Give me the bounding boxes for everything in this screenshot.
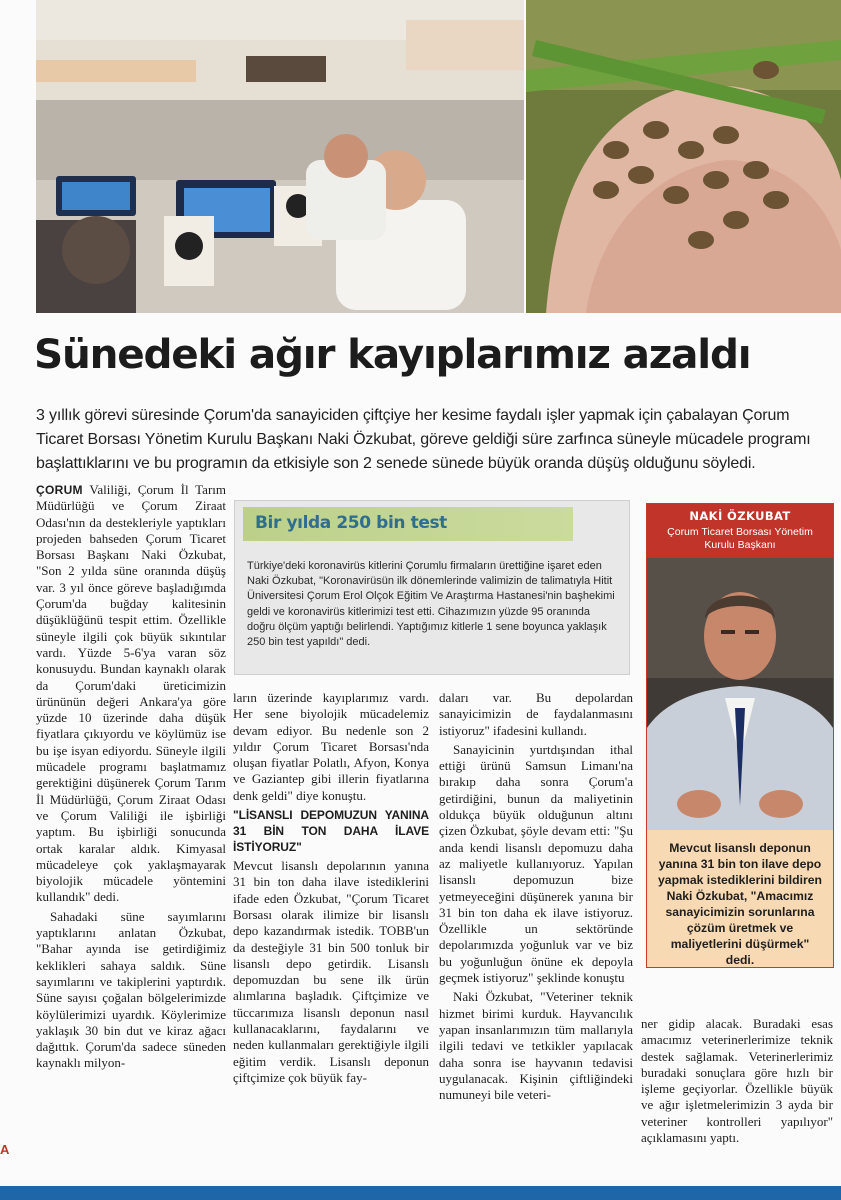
dateline-city: ÇORUM	[36, 483, 83, 497]
footer-bar	[0, 1186, 841, 1200]
article-column-2	[233, 690, 429, 1089]
article-column-4	[641, 1016, 833, 1149]
profile-header	[647, 504, 833, 558]
profile-title: Çorum Ticaret Borsası Yönetim Kurulu Başkanı	[667, 526, 813, 551]
article-paragraph: ÇORUM Valiliği, Çorum İl Tarım Müdürlüğü ve Çorum Ziraat Odası'nın da destekleriyle yaptıkları projeden bahseden Çorum Ticaret Borsası Başkanı Naki Özkubat, "Son 2 yılda süne oranında düşüş var. 3 yıl önce göreve başladığımda Çorum'da buğday kalitesinin düşüklüğünü tespit ettim. Özellikle süneyle ilgili çok büyük sıkıntılar vardı. Yüzde 5-6'ya varan söz konusuydu. Bundan kaynaklı olarak da Çorum'daki üreticimizin ürününün değeri Ankara'ya göre yüzde 10 üzerinde daha düşük fiyatlara çıkıyordu ve köylümüz ise bu işe isyan ediyordu. Süneyle ilgili mücadele programı başlatmamız gerektiğini düşünerek Çorum Tarım İl Müdürlüğü, Çorum Ziraat Odası ve Çorum Valiliği ile işbirliği yaptım. Bu işbirliği sonucunda ortak karalar aldık. Kimyasal mücadeleye çok yaklaşmayarak biyolojik mücadele yöntemini kullandık" dedi.	[36, 482, 226, 905]
headline: Sünedeki ağır kayıplarımız azaldı	[34, 330, 751, 378]
info-box-title-bar	[243, 507, 573, 541]
article-paragraph: Naki Özkubat, "Veteriner teknik hizmet birimi kurduk. Hayvancılık yapan insanlarımızın tüm mallarıyla ilgili tedavi ve tetkikler yapılacak daha sonra ise hayvanın tedavisi uygulanacak. Kişinin çiftliğindeki numuneyi bile veteri-	[439, 989, 633, 1103]
meeting-hall-photo	[36, 0, 524, 313]
sunn-pest-hand-photo	[526, 0, 841, 313]
info-box	[234, 500, 630, 675]
portrait-photo	[647, 558, 833, 830]
profile-sidebar	[646, 503, 834, 968]
info-box-text: Türkiye'deki koronavirüs kitlerini Çorumlu firmaların ürettiğine işaret eden Naki Özkubat, "Koronavirüsün ilk dönemlerinde valimizin de talimatıyla Hitit Üniversitesi Çorum Erol Olçok Eğitim Ve Araştırma Hastanesi'nin başhekimi geldi ve koronavirüs kitlerimizi test etti. Cihazımızın yüzde 95 oranında doğru ölçüm yaptığı belirlendi. Yaptığımız kitlerle 1 sene boyunca yaklaşık 250 bin test yapıldı" dedi.	[247, 560, 615, 649]
article-subhead: "LİSANSLI DEPOMUZUN YANINA 31 BİN TON DAHA İLAVE İSTİYORUZ"	[233, 808, 429, 855]
article-column-1	[36, 482, 226, 1075]
article-paragraph: daları var. Bu depolardan sanayicimizin de faydalanmasını istiyoruz" ifadesini kullandı.	[439, 690, 633, 738]
article-paragraph: Mevcut lisanslı depolarının yanına 31 bin ton daha ilave istediklerini ifade eden Özkubat, "Çorum Ticaret Borsası olarak ilimize bir lisanslı depo kazandırmak istedik. TOBB'un da desteğiyle 31 bin 500 tonluk bir lisanslı depo getirdik. Lisanslı depomuzdan bu sene ilk ürün alımlarına başladık. Çiftçimize ve tüccarımıza lisanslı deponun nasıl kullanacaklarını, faydalarını ve neden kullanmaları gerektiğiyle ilgili eğitim verdik. Lisanslı deponun çiftçimize çok büyük fay-	[233, 858, 429, 1085]
article-paragraph: Sanayicinin yurtdışından ithal ettiği ürünü Samsun Limanı'na bırakıp daha sonra Çorum'a getirdiğini, bunun da maliyetinin oldukça büyük olduğunun altını çizen Özkubat, şöyle devam etti: "Şu anda kendi lisanslı depomuzu daha az maliyetle kullanıyoruz. Yapılan lisanslı depomuzun bize yetmeyeceğini düşünerek yanına bir 31 bin ton daha ek ilave istiyoruz. Özellikle un sektöründe depolarımızda yoğunluk var ve biz bu yoğunluğun önüne ek depoyla geçmek istiyoruz" şeklinde konuştu	[439, 741, 633, 986]
page-edge-mark: A	[0, 1142, 10, 1157]
portrait-caption: Mevcut lisanslı deponun yanına 31 bin ton ilave depo yapmak istediklerini bildiren Naki Özkubat, "Amacımız sanayicimizin sorunlarına çözüm üretmek ve maliyetlerini düşürmek" dedi.	[647, 830, 833, 967]
profile-name: NAKİ ÖZKUBAT	[689, 509, 791, 523]
article-column-3	[439, 690, 633, 1106]
article-paragraph: ner gidip alacak. Buradaki esas amacımız veterinerlerimize teknik destek sağlamak. Veterinerlerimiz buradaki sonuçlara göre hızlı bir işleme geçiyorlar. Özellikle büyük ve ağır işletmelerimizin 3 ayda bir veteriner kontrolleri yapılıyor" açıklamasını yaptı.	[641, 1016, 833, 1146]
info-box-title: Bir yılda 250 bin test	[255, 513, 447, 533]
article-paragraph: ların üzerinde kayıplarımız vardı. Her sene biyolojik mücadelemiz devam ediyor. Bu nedenle son 2 yıldır Çorum Ticaret Borsası'nda oluşan fiyatlar Polatlı, Afyon, Konya ve Gaziantep gibi illerin fiyatlarına denk geldi" diye konuştu.	[233, 690, 429, 803]
article-paragraph: Sahadaki süne sayımlarını yaptıklarını anlatan Özkubat, "Bahar ayında ise getirdiğimiz keklikleri sahaya saldık. Süne sayımlarını ve takiplerini yaptırdık. Süne sayısı çoğalan bölgelerimizde köylülerimizi uyardık. Köylerimize yaklaşık 30 bin dut ve kiraz ağacı dağıttık. Çorum'da sadece süneden kaynaklı milyon-	[36, 908, 226, 1071]
lead-paragraph: 3 yıllık görevi süresinde Çorum'da sanayiciden çiftçiye her kesime faydalı işler yapmak için çabalayan Çorum Ticaret Borsası Yönetim Kurulu Başkanı Naki Özkubat, göreve geldiği süre zarfınca süneyle mücadele programı başlattıklarını ve bu programın da etkisiyle son 2 senede sünede büyük oranda düşüş olduğunu söyledi.	[36, 407, 811, 472]
